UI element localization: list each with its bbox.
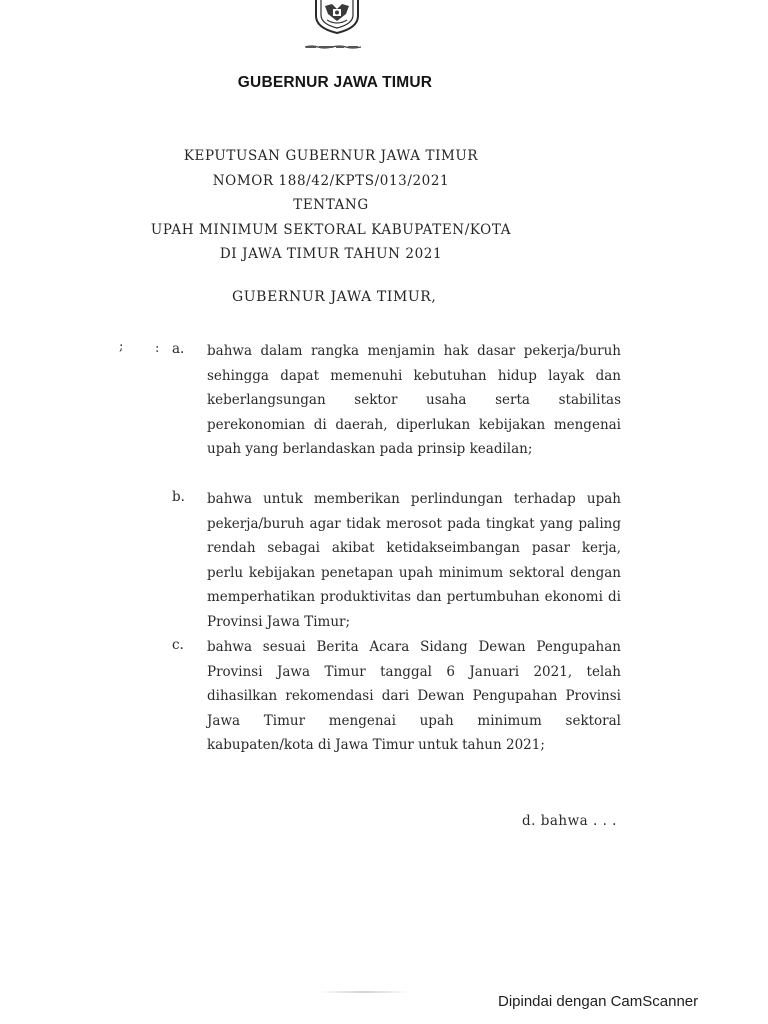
decree-title-block (150, 144, 512, 267)
item-label-c: c. (172, 637, 184, 653)
considering-colon: : (155, 341, 160, 356)
governor-heading: GUBERNUR JAWA TIMUR (237, 74, 433, 91)
considering-marker: ; (119, 339, 124, 354)
camscanner-watermark: Dipindai dengan CamScanner (498, 993, 699, 1010)
consideration-item-a: bahwa dalam rangka menjamin hak dasar pekerja/buruh sehingga dapat memenuhi kebutuhan hidup layak dan keberlangsungan sektor usaha serta stabilitas perekonomian di daerah, diperlukan kebijakan mengenai upah yang berlandaskan pada prinsip keadilan; (207, 343, 621, 457)
decree-line-number: NOMOR 188/42/KPTS/013/2021 (212, 172, 450, 189)
emblem-motto-ribbon (304, 44, 362, 50)
governor-salutation: GUBERNUR JAWA TIMUR, (232, 289, 437, 305)
decree-line-year: DI JAWA TIMUR TAHUN 2021 (219, 246, 443, 262)
decree-line-about: TENTANG (293, 197, 369, 213)
consideration-item-b: bahwa untuk memberikan perlindungan terhadap upah pekerja/buruh agar tidak merosot pada tingkat yang paling rendah sebagai akibat ketidakseimbangan pasar kerja, perlu kebijakan penetapan upah minimum sektoral dengan memperhatikan produktivitas dan pertumbuhan ekonomi di Provinsi Jawa Timur; (207, 491, 621, 630)
decree-line-subject: UPAH MINIMUM SEKTORAL KABUPATEN/KOTA (150, 221, 512, 238)
page-continuation: d. bahwa . . . (522, 813, 617, 829)
consideration-item-c: bahwa sesuai Berita Acara Sidang Dewan Pengupahan Provinsi Jawa Timur tanggal 6 Januari 2021, telah dihasilkan rekomendasi dari Dewan Pengupahan Provinsi Jawa Timur mengenai upah minimum sektoral kabupaten/kota di Jawa Timur untuk tahun 2021; (207, 639, 621, 753)
east-java-coat-of-arms-icon (312, 0, 362, 34)
scan-artifact-line (318, 991, 410, 993)
decree-line-title: KEPUTUSAN GUBERNUR JAWA TIMUR (183, 148, 479, 164)
item-label-a: a. (172, 341, 185, 357)
item-label-b: b. (172, 489, 185, 505)
